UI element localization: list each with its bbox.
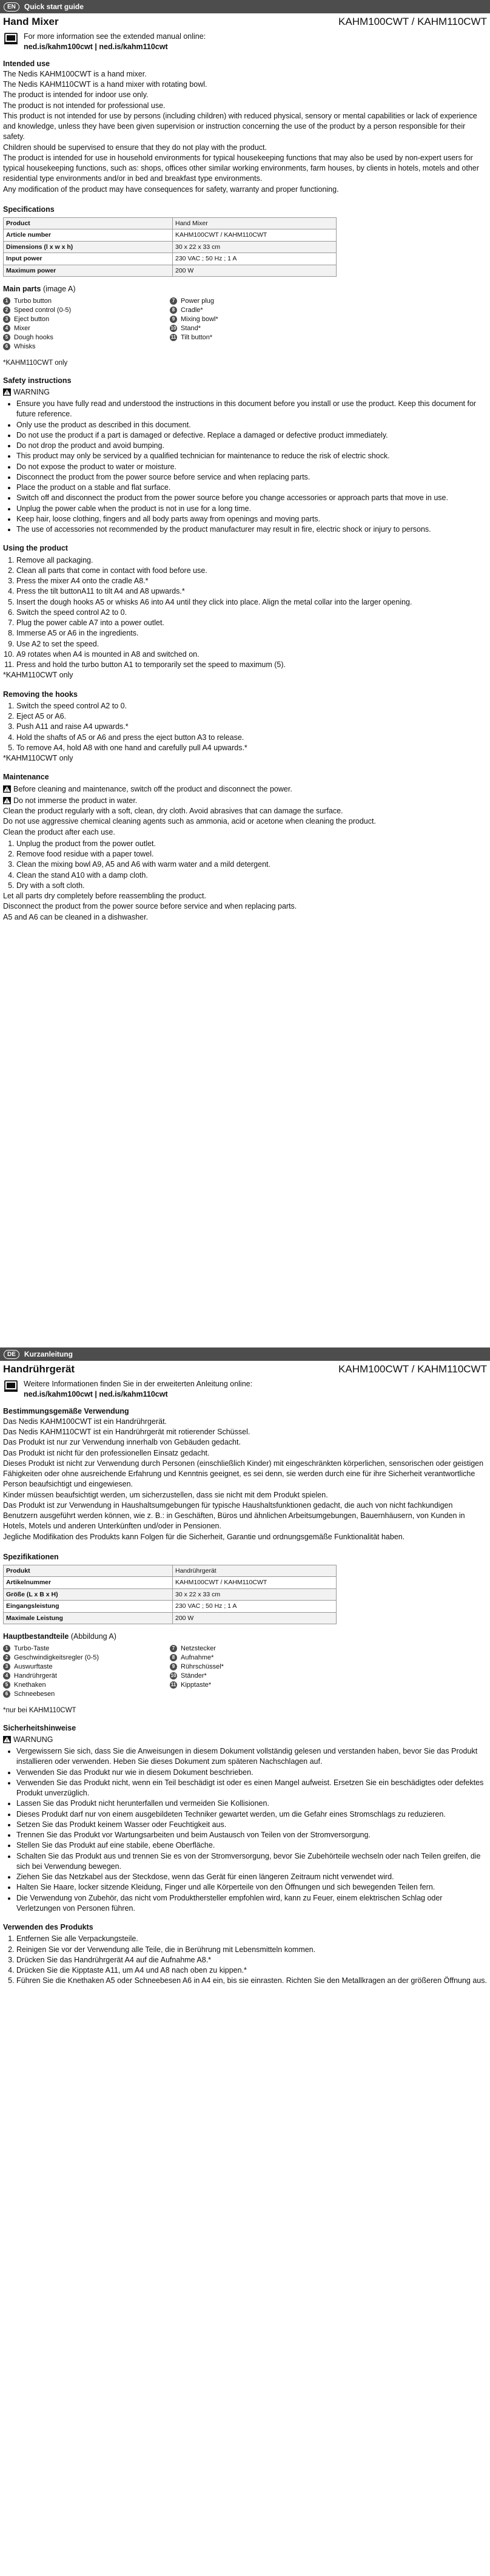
warning-icon (3, 797, 11, 804)
part-label: Speed control (0-5) (14, 306, 72, 314)
spec-label: Artikelnummer (4, 1577, 173, 1588)
table-row (4, 241, 337, 253)
intended-line: Das Produkt ist nur zur Verwendung innerhalb von Gebäuden gedacht. (3, 1438, 241, 1447)
intended-line: The product is not intended for professional use. (3, 101, 166, 110)
list-item (3, 333, 170, 342)
parts-list-de (3, 1644, 337, 1699)
list-item (3, 1644, 170, 1653)
maintenance-warning-text: Do not immerse the product in water. (13, 796, 138, 805)
part-label: Dough hooks (14, 333, 53, 341)
part-label: Mixer (14, 324, 30, 332)
part-number: 6 (3, 343, 10, 350)
intended-line: Das Produkt ist zur Verwendung in Haushaltsumgebungen für typische Haushaltsfunktionen gedacht, die auch von nicht fachkundigen Benutzern ausgeführt werden können, wie z. B.: in Geschäften, Büros und ähnlichen Arbeitsumgebungen, Bauernhäusern, von Kunden in Hotels, Motels und anderen Unterkünften und/oder in Pensionen. (3, 1500, 465, 1531)
list-item: 4. Press the tilt buttonA11 to tilt A4 and A8 upwards.* (16, 586, 487, 597)
table-row (4, 218, 337, 229)
manual-info-en (3, 32, 487, 53)
list-item: • Do not use the product if a part is damaged or defective. Replace a damaged or defective product immediately. (16, 430, 487, 441)
list-item (170, 306, 337, 315)
de-banner (0, 1347, 490, 1361)
de-title-row (3, 1362, 487, 1377)
list-item (170, 1653, 337, 1663)
list-item: • Vergewissern Sie sich, dass Sie die Anweisungen in diesem Dokument vollständig gelesen und verstanden haben, bevor Sie das Produkt installieren oder verwenden. Heben Sie dieses Dokument zum späteren Nachschlagen auf. (16, 1746, 487, 1768)
specifications-table-de (3, 1565, 337, 1624)
en-title-row (3, 15, 487, 29)
list-item (3, 297, 170, 306)
intended-line: The Nedis KAHM110CWT is a hand mixer with rotating bowl. (3, 80, 207, 89)
intended-use-text-en (3, 69, 487, 195)
manual-book-icon (4, 1380, 18, 1392)
hooks-steps-en (3, 701, 487, 753)
manual-url-de[interactable]: ned.is/kahm100cwt | ned.is/kahm110cwt (24, 1390, 168, 1399)
list-item (3, 315, 170, 324)
maintenance-line: Do not use aggressive chemical cleaning agents such as ammonia, acid or acetone when cleaning the product. (3, 817, 376, 826)
part-number: 5 (3, 334, 10, 341)
main-parts-heading-en (3, 284, 487, 294)
using-heading-de: Verwenden des Produkts (3, 1923, 93, 1932)
list-item: 3. Clean the mixing bowl A9, A5 and A6 with warm water and a mild detergent. (16, 859, 487, 870)
part-label: Cradle* (181, 306, 203, 314)
intended-line: Children should be supervised to ensure that they do not play with the product. (3, 143, 267, 152)
spec-value: 200 W (173, 265, 337, 276)
part-label: Aufnahme* (181, 1653, 214, 1661)
list-item: 3. Drücken Sie das Handrührgerät A4 auf die Aufnahme A8.* (16, 1955, 487, 1965)
list-item: 1. Unplug the product from the power outlet. (16, 839, 487, 849)
en-section (3, 15, 487, 923)
spec-label: Produkt (4, 1565, 173, 1577)
list-item (3, 1672, 170, 1681)
list-item: 11. Press and hold the turbo button A1 to temporarily set the speed to maximum (5). (16, 660, 487, 670)
part-number: 11 (170, 334, 176, 341)
maintenance-line: Disconnect the product from the power source before service and when replacing parts. (3, 902, 297, 911)
list-item (3, 306, 170, 315)
part-label: Auswurftaste (14, 1663, 53, 1670)
table-row (4, 265, 337, 276)
table-row (4, 1577, 337, 1588)
list-item: • The use of accessories not recommended by the product manufacturer may result in fire, electric shock or injury to persons. (16, 524, 487, 535)
list-item (170, 1672, 337, 1681)
intended-line: Das Nedis KAHM100CWT ist ein Handrührgerät. (3, 1417, 167, 1426)
safety-heading-de: Sicherheitshinweise (3, 1723, 76, 1732)
spec-value: 30 x 22 x 33 cm (173, 1588, 337, 1600)
maintenance-heading-en: Maintenance (3, 773, 49, 782)
table-row (4, 1601, 337, 1612)
manual-book-icon (4, 33, 18, 45)
list-item: 1. Switch the speed control A2 to 0. (16, 701, 487, 711)
banner-title-en: Quick start guide (24, 2, 84, 11)
list-item (3, 1653, 170, 1663)
part-label: Netzstecker (181, 1644, 216, 1652)
maintenance-steps-en (3, 839, 487, 891)
intended-line: This product is not intended for use by persons (including children) with reduced physical, sensory or mental capabilities or lack of experience and knowledge, unless they have been given supervision or instruction concerning the use of the product by a person responsible for their safety. (3, 111, 477, 141)
main-parts-heading-de (3, 1632, 487, 1642)
part-label: Power plug (181, 297, 215, 305)
intended-use-heading-en: Intended use (3, 59, 50, 68)
part-label: Turbo-Taste (14, 1644, 50, 1652)
spec-label: Input power (4, 253, 173, 265)
list-item: 5. Insert the dough hooks A5 or whisks A6 into A4 until they click into place. Align the metal collar into the larger opening. (16, 597, 487, 608)
warning-row-en (3, 387, 487, 398)
part-label: Whisks (14, 342, 36, 350)
warning-icon (3, 388, 11, 396)
list-item: • Unplug the power cable when the product is not in use for a long time. (16, 504, 487, 514)
list-item: • Halten Sie Haare, locker sitzende Kleidung, Finger und alle Körperteile von den Öffnungen und sich bewegenden Teilen fern. (16, 1882, 487, 1893)
specifications-heading-de: Spezifikationen (3, 1552, 59, 1561)
list-item: 2. Reinigen Sie vor der Verwendung alle Teile, die in Berührung mit Lebensmitteln kommen. (16, 1945, 487, 1955)
part-number: 10 (170, 325, 176, 331)
part-label: Ständer* (181, 1672, 207, 1679)
main-parts-title-en: Main parts (3, 285, 41, 294)
list-item (170, 1681, 337, 1690)
spec-value: KAHM100CWT / KAHM110CWT (173, 229, 337, 241)
list-item (170, 324, 337, 333)
spec-label: Dimensions (l x w x h) (4, 241, 173, 253)
safety-list-en (3, 399, 487, 535)
banner-title-de: Kurzanleitung (24, 1349, 73, 1358)
part-number: 5 (3, 1681, 10, 1689)
language-badge-de: DE (4, 1350, 19, 1359)
product-title-en: Hand Mixer (3, 16, 59, 27)
part-label: Knethaken (14, 1681, 46, 1689)
list-item: • Lassen Sie das Produkt nicht herunterfallen und vermeiden Sie Kollisionen. (16, 1798, 487, 1809)
part-label: Kipptaste* (181, 1681, 212, 1689)
spec-label: Article number (4, 229, 173, 241)
maintenance-warning-1-en (3, 784, 487, 795)
spec-label: Größe (L x B x H) (4, 1588, 173, 1600)
list-item: • Dieses Produkt darf nur von einem ausgebildeten Techniker gewartet werden, um die Gefahr eines Stromschlags zu reduzieren. (16, 1809, 487, 1820)
hooks-note-en: *KAHM110CWT only (3, 754, 73, 763)
main-parts-ref-de: (Abbildung A) (70, 1632, 116, 1641)
list-item: 5. To remove A4, hold A8 with one hand and carefully pull A4 upwards.* (16, 743, 487, 753)
parts-note-en: *KAHM110CWT only (3, 359, 68, 367)
list-item: 6. Switch the speed control A2 to 0. (16, 608, 487, 618)
manual-url-en[interactable]: ned.is/kahm100cwt | ned.is/kahm110cwt (24, 42, 168, 52)
part-label: Turbo button (14, 297, 52, 305)
part-number: 10 (170, 1673, 176, 1679)
using-heading-en: Using the product (3, 544, 68, 553)
spec-label: Maximum power (4, 265, 173, 276)
list-item: 7. Plug the power cable A7 into a power outlet. (16, 618, 487, 628)
list-item: 4. Clean the stand A10 with a damp cloth. (16, 870, 487, 881)
spec-label: Eingangsleistung (4, 1601, 173, 1612)
part-label: Stand* (181, 324, 201, 332)
list-item (170, 1663, 337, 1672)
warning-icon (3, 1736, 11, 1743)
list-item: • This product may only be serviced by a qualified technician for maintenance to reduce the risk of electric shock. (16, 451, 487, 461)
intended-line: Dieses Produkt ist nicht zur Verwendung durch Personen (einschließlich Kinder) mit eingeschränkten körperlichen, sensorischen oder geistigen Fähigkeiten oder ohne ausreichende Erfahrung und Kenntnis geeignet, es sei denn, sie werden durch eine für ihre Sicherheit verantwortliche Person beaufsichtigt und eingewiesen. (3, 1459, 484, 1489)
list-item: • Setzen Sie das Produkt keinem Wasser oder Feuchtigkeit aus. (16, 1820, 487, 1830)
intended-line: Jegliche Modifikation des Produkts kann Folgen für die Sicherheit, Garantie und ordnungsgemäße Funktionalität haben. (3, 1532, 405, 1541)
list-item: • Do not drop the product and avoid bumping. (16, 441, 487, 451)
part-label: Tilt button* (181, 333, 213, 341)
spec-label: Maximale Leistung (4, 1612, 173, 1624)
list-item: 5. Führen Sie die Knethaken A5 oder Schneebesen A6 in A4 ein, bis sie einrasten. Richten Sie den Metallkragen an der größeren Öffnung aus. (16, 1976, 487, 1986)
list-item: 5. Dry with a soft cloth. (16, 881, 487, 891)
list-item (3, 342, 170, 351)
part-number: 1 (3, 1645, 10, 1652)
part-number: 11 (170, 1682, 176, 1688)
intended-use-text-de (3, 1417, 487, 1542)
part-number: 4 (3, 1672, 10, 1679)
part-number: 6 (3, 1690, 10, 1698)
list-item (3, 1663, 170, 1672)
part-label: Geschwindigkeitsregler (0-5) (14, 1653, 99, 1661)
list-item: 1. Remove all packaging. (16, 555, 487, 566)
spec-label: Product (4, 218, 173, 229)
model-numbers-de: KAHM100CWT / KAHM110CWT (338, 1363, 487, 1375)
table-row (4, 229, 337, 241)
main-parts-title-de: Hauptbestandteile (3, 1632, 69, 1641)
list-item: • Place the product on a stable and flat surface. (16, 483, 487, 493)
list-item: • Verwenden Sie das Produkt nur wie in diesem Dokument beschrieben. (16, 1768, 487, 1778)
using-note-en: *KAHM110CWT only (3, 671, 73, 680)
maintenance-line: Clean the product after each use. (3, 827, 115, 836)
list-item (3, 1690, 170, 1699)
list-item: • Trennen Sie das Produkt vor Wartungsarbeiten und beim Austausch von Teilen von der Stromversorgung. (16, 1830, 487, 1840)
list-item: 8. Immerse A5 or A6 in the ingredients. (16, 628, 487, 639)
spec-value: 230 VAC ; 50 Hz ; 1 A (173, 1601, 337, 1612)
parts-list-en (3, 297, 337, 351)
list-item: • Keep hair, loose clothing, fingers and all body parts away from openings and moving parts. (16, 514, 487, 524)
intended-line: Das Produkt ist nicht für den professionellen Einsatz gedacht. (3, 1448, 210, 1457)
list-item (170, 1644, 337, 1653)
spec-value: 200 W (173, 1612, 337, 1624)
list-item: • Only use the product as described in this document. (16, 420, 487, 430)
intended-line: The product is intended for use in household environments for typical housekeeping functions that may also be used by non-expert users for typical housekeeping functions, such as: shops, offices other similar working environments, farm houses, by clients in hotels, motels and other residential type environments and/or in bed and breakfast type environments. (3, 153, 479, 183)
list-item (3, 324, 170, 333)
list-item: 4. Hold the shafts of A5 or A6 and press the eject button A3 to release. (16, 733, 487, 743)
list-item: 3. Press the mixer A4 onto the cradle A8.* (16, 576, 487, 586)
model-numbers-en: KAHM100CWT / KAHM110CWT (338, 16, 487, 27)
manual-info-de (3, 1379, 487, 1400)
spec-value: KAHM100CWT / KAHM110CWT (173, 1577, 337, 1588)
maintenance-warning-2-en (3, 796, 487, 806)
part-number: 4 (3, 325, 10, 332)
list-item: 2. Remove food residue with a paper towel. (16, 849, 487, 859)
warning-icon (3, 785, 11, 793)
list-item: 4. Drücken Sie die Kipptaste A11, um A4 und A8 nach oben zu kippen.* (16, 1965, 487, 1976)
part-number: 7 (170, 1645, 177, 1652)
list-item: • Schalten Sie das Produkt aus und trennen Sie es von der Stromversorgung, bevor Sie Zubehörteile wechseln oder nach Teilen greifen, die sich bei Verwendung bewegen. (16, 1851, 487, 1873)
table-row (4, 1612, 337, 1624)
list-item (170, 315, 337, 324)
list-item: 1. Entfernen Sie alle Verpackungsteile. (16, 1934, 487, 1944)
spec-value: 30 x 22 x 33 cm (173, 241, 337, 253)
list-item: • Do not expose the product to water or moisture. (16, 462, 487, 472)
list-item: • Switch off and disconnect the product from the power source before you change accessories or approach parts that move in use. (16, 493, 487, 503)
list-item: 2. Clean all parts that come in contact with food before use. (16, 566, 487, 576)
intended-line: Das Nedis KAHM110CWT ist ein Handrührgerät mit rotierender Schüssel. (3, 1428, 250, 1436)
maintenance-line: Let all parts dry completely before reassembling the product. (3, 892, 206, 901)
part-number: 8 (170, 1654, 177, 1661)
part-label: Schneebesen (14, 1690, 55, 1698)
part-label: Mixing bowl* (181, 315, 218, 323)
part-number: 7 (170, 297, 177, 305)
warning-label-de: WARNUNG (13, 1735, 53, 1744)
safety-list-de (3, 1746, 487, 1914)
part-number: 9 (170, 1663, 177, 1670)
maintenance-line: Clean the product regularly with a soft, clean, dry cloth. Avoid abrasives that can damage the surface. (3, 807, 343, 816)
safety-heading-en: Safety instructions (3, 376, 72, 385)
list-item: 3. Push A11 and raise A4 upwards.* (16, 722, 487, 732)
list-item: • Ziehen Sie das Netzkabel aus der Steckdose, wenn das Gerät für einen längeren Zeitraum nicht verwendet wird. (16, 1872, 487, 1882)
parts-note-de: *nur bei KAHM110CWT (3, 1706, 76, 1714)
list-item: 9. Use A2 to set the speed. (16, 639, 487, 649)
spec-value: Hand Mixer (173, 218, 337, 229)
manual-line-en: For more information see the extended manual online: (24, 32, 206, 41)
product-title-de: Handrührgerät (3, 1363, 75, 1375)
intended-use-heading-de: Bestimmungsgemäße Verwendung (3, 1406, 129, 1415)
manual-line-de: Weitere Informationen finden Sie in der erweiterten Anleitung online: (24, 1380, 253, 1388)
part-label: Handrührgerät (14, 1672, 57, 1679)
list-item: • Disconnect the product from the power source before service and when replacing parts. (16, 472, 487, 483)
intended-line: The product is intended for indoor use only. (3, 90, 149, 100)
spec-value: Handrührgerät (173, 1565, 337, 1577)
list-item (170, 333, 337, 342)
list-item (170, 297, 337, 306)
part-number: 3 (3, 1663, 10, 1670)
part-label: Eject button (14, 315, 50, 323)
main-parts-ref-en: (image A) (43, 285, 76, 294)
hooks-heading-en: Removing the hooks (3, 690, 78, 699)
intended-line: Any modification of the product may have consequences for safety, warranty and proper functioning. (3, 185, 339, 194)
specifications-heading-en: Specifications (3, 205, 55, 214)
table-row (4, 253, 337, 265)
warning-label-en: WARNING (13, 387, 50, 396)
table-row (4, 1588, 337, 1600)
list-item: 2. Eject A5 or A6. (16, 711, 487, 722)
intended-line: Kinder müssen beaufsichtigt werden, um sicherzustellen, dass sie nicht mit dem Produkt spielen. (3, 1490, 328, 1499)
table-row (4, 1565, 337, 1577)
specifications-table-en (3, 217, 337, 277)
part-number: 8 (170, 307, 177, 314)
en-banner (0, 0, 490, 13)
part-number: 2 (3, 307, 10, 314)
list-item: 10. A9 rotates when A4 is mounted in A8 and switched on. (16, 649, 487, 660)
part-label: Rührschüssel* (181, 1663, 224, 1670)
de-section (3, 1362, 487, 1987)
language-badge-en: EN (4, 2, 19, 12)
list-item: • Stellen Sie das Produkt auf eine stabile, ebene Oberfläche. (16, 1840, 487, 1851)
list-item (3, 1681, 170, 1690)
spec-value: 230 VAC ; 50 Hz ; 1 A (173, 253, 337, 265)
part-number: 2 (3, 1654, 10, 1661)
using-steps-en (3, 555, 487, 671)
list-item: • Ensure you have fully read and understood the instructions in this document before you install or use the product. Keep this document for future reference. (16, 399, 487, 420)
maintenance-warning-text: Before cleaning and maintenance, switch off the product and disconnect the power. (13, 784, 292, 793)
list-item: • Die Verwendung von Zubehör, das nicht vom Produkthersteller empfohlen wird, kann zu Feuer, einem elektrischen Schlag oder Verletzungen von Personen führen. (16, 1893, 487, 1914)
using-steps-de (3, 1934, 487, 1986)
list-item: • Verwenden Sie das Produkt nicht, wenn ein Teil beschädigt ist oder es einen Mangel aufweist. Ersetzen Sie ein beschädigtes oder defektes Produkt unverzüglich. (16, 1778, 487, 1799)
part-number: 3 (3, 316, 10, 323)
maintenance-line: A5 and A6 can be cleaned in a dishwasher. (3, 912, 149, 921)
warning-row-de (3, 1735, 487, 1745)
part-number: 9 (170, 316, 177, 323)
part-number: 1 (3, 297, 10, 305)
intended-line: The Nedis KAHM100CWT is a hand mixer. (3, 69, 147, 78)
